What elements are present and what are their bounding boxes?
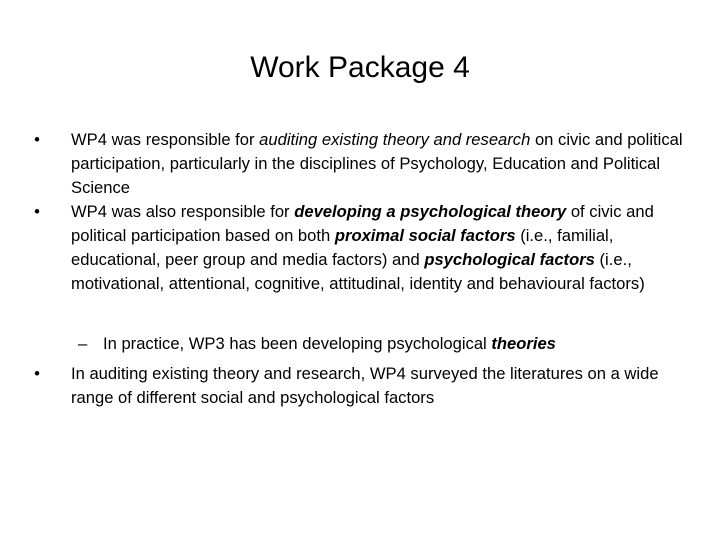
bullet-marker: • (34, 130, 40, 149)
bullet-item-2 (34, 200, 683, 296)
sub-bullet-marker: – (78, 334, 88, 353)
bullet-item-1 (34, 128, 683, 200)
sub-1-text: In practice, WP3 has been developing psychological (103, 334, 492, 353)
bullet-3-text: In auditing existing theory and research, WP4 surveyed the literatures on a wide range of different social and psychological factors (71, 364, 659, 407)
bullet-2-text-2: of civic and political participation based on both (71, 202, 654, 245)
bullet-1-emphasis: auditing existing theory and research (259, 130, 531, 149)
sub-bullet-item-1 (78, 332, 693, 356)
bullet-2-text-1: WP4 was also responsible for (71, 202, 295, 221)
bullet-1-text-1: WP4 was responsible for (71, 130, 260, 149)
bullet-2-text-3: (i.e., familial, educational, peer group and media factors) and (71, 226, 614, 269)
bullet-2-emphasis-3: psychological factors (424, 250, 595, 269)
bullet-2-text-4: (i.e., motivational, attentional, cognitive, attitudinal, identity and behavioural factors) (71, 250, 645, 293)
bullet-2-emphasis-1: developing a psychological theory (294, 202, 567, 221)
bullet-1-text-2: on civic and political participation, particularly in the disciplines of Psychology, Education and Political Science (71, 130, 683, 197)
slide-title: Work Package 4 (250, 51, 470, 84)
bullet-marker: • (34, 364, 40, 383)
sub-1-emphasis: theories (491, 334, 556, 353)
bullet-marker: • (34, 202, 40, 221)
bullet-item-3 (34, 362, 683, 410)
bullet-2-emphasis-2: proximal social factors (334, 226, 516, 245)
